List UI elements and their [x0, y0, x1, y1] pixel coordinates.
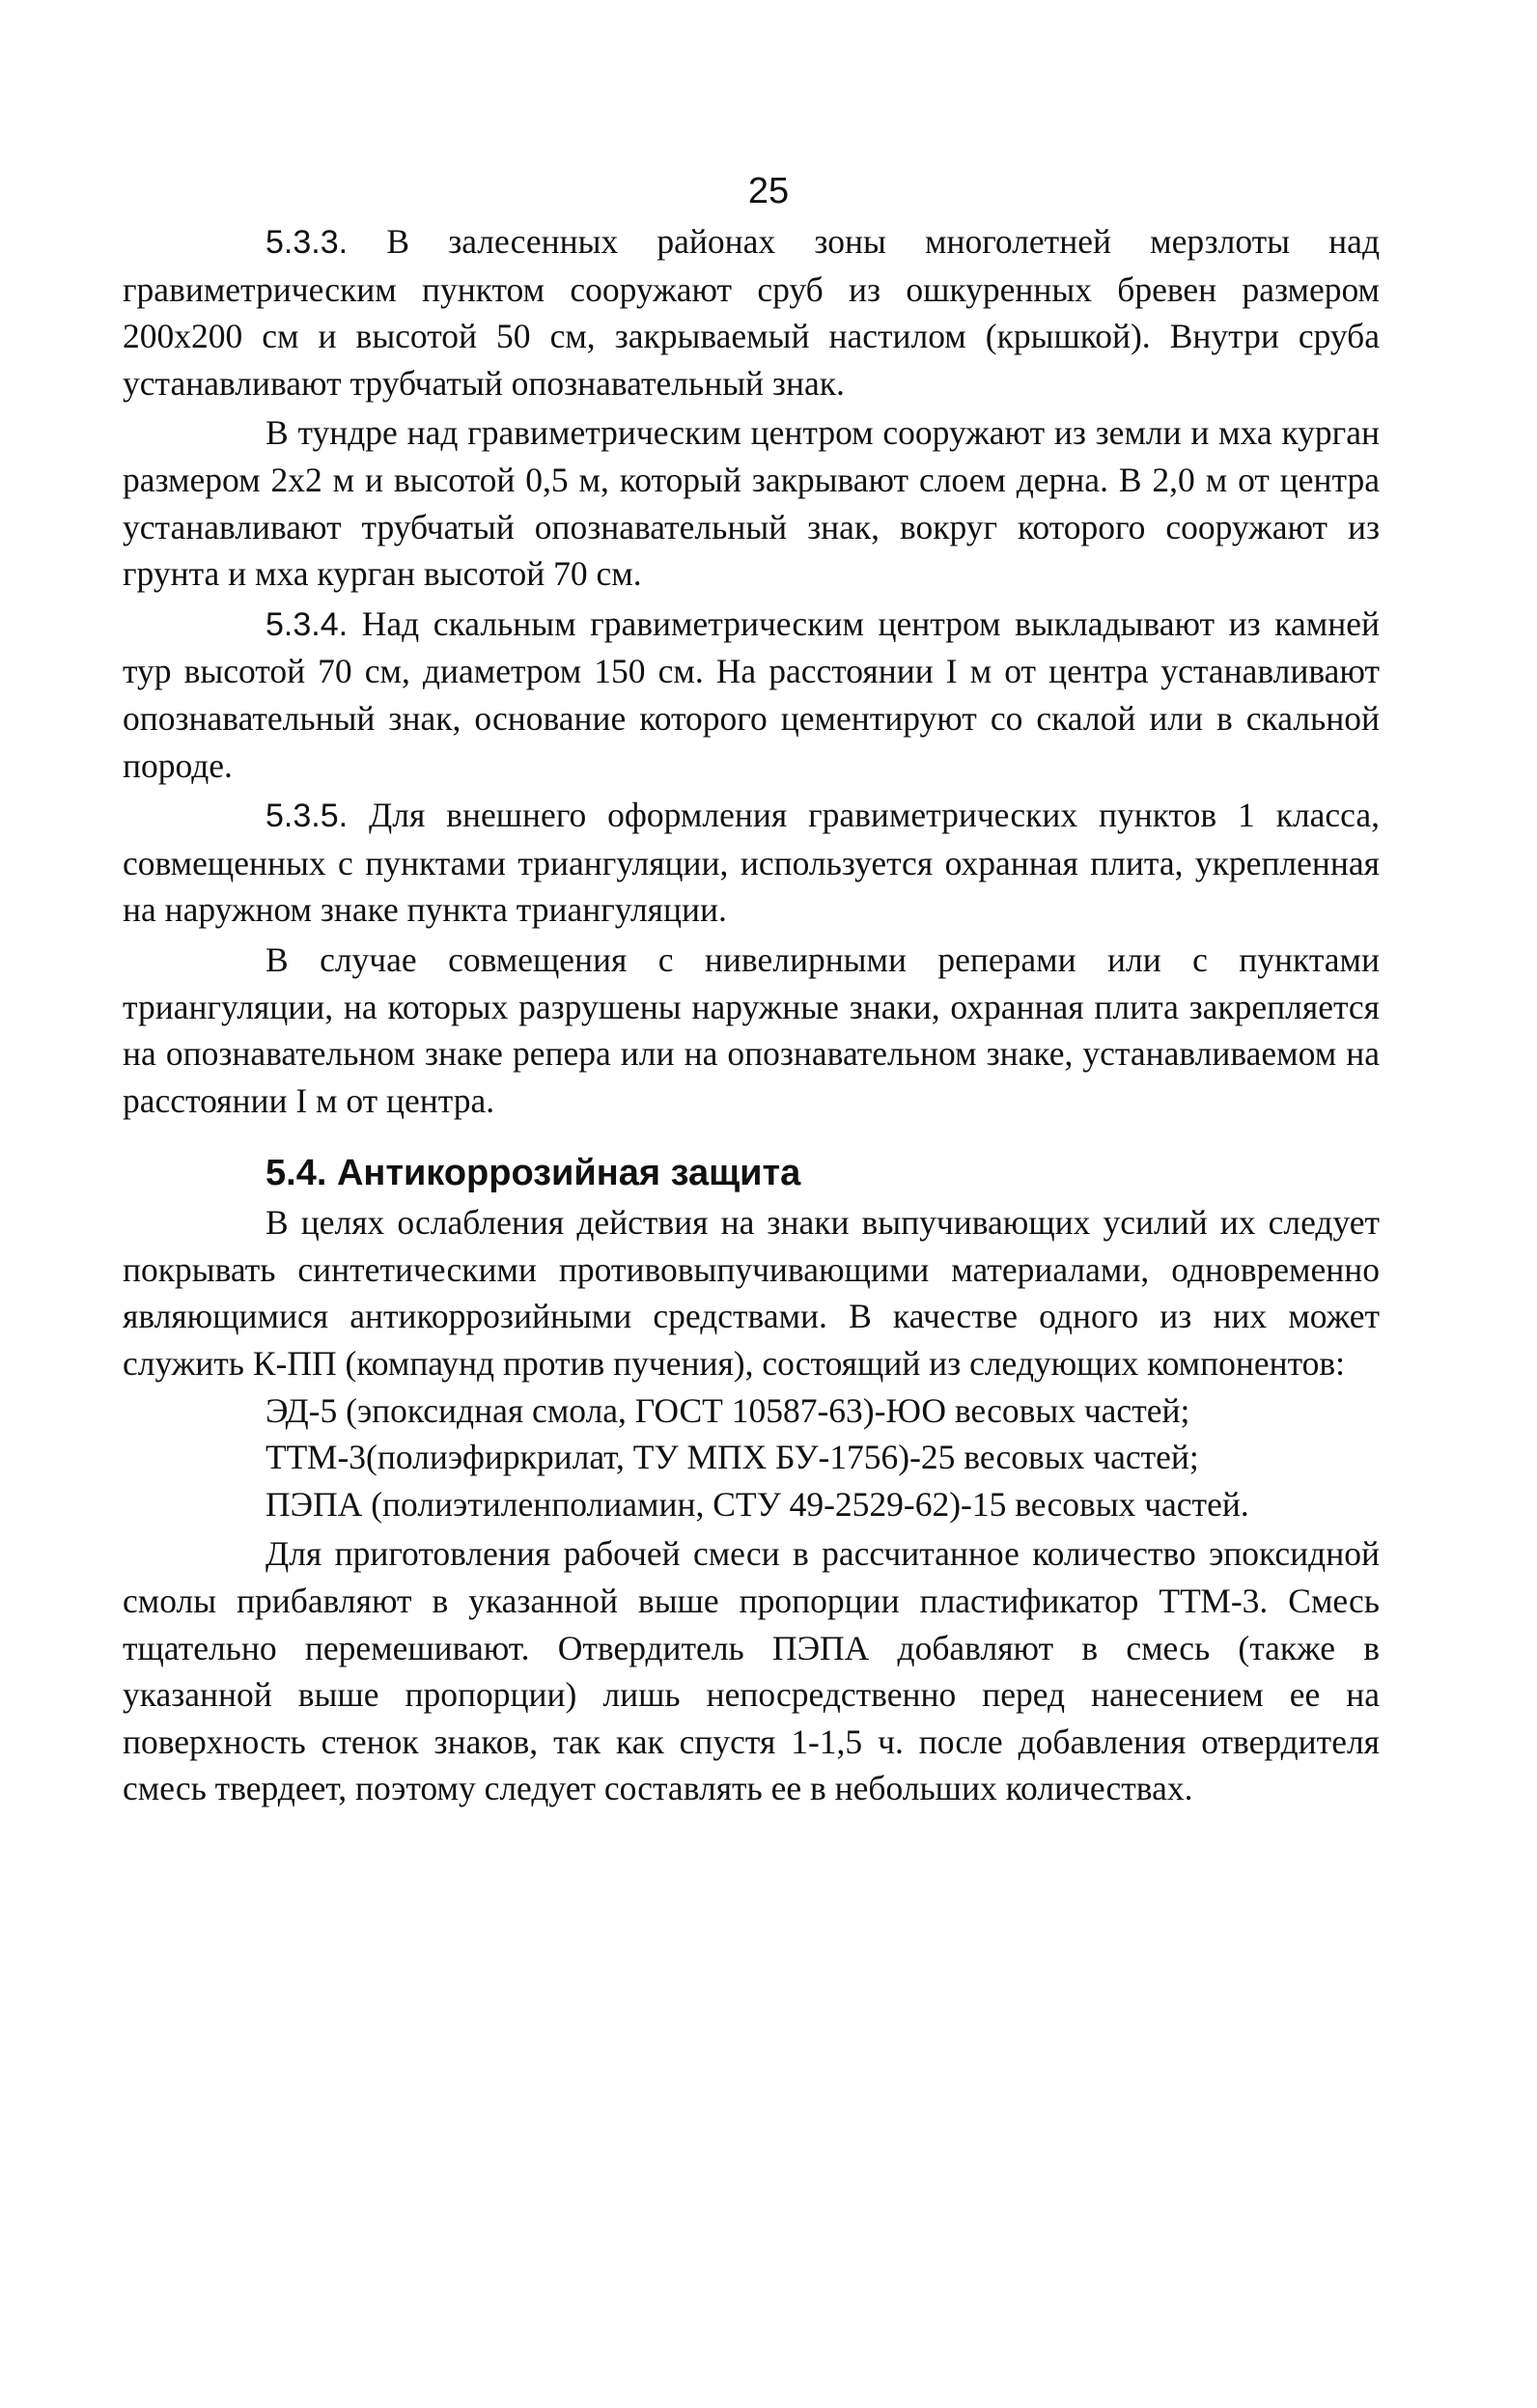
- paragraph-5-3-5: [123, 792, 1380, 934]
- paragraph-mixture-preparation: [123, 1530, 1380, 1812]
- paragraph-5-3-3-text: В залесенных районах зоны многолетней мерзлоты над гравиметрическим пунктом сооружают сруб из ошкуренных бревен размером 200х200 см и высотой 50 см, закрываемый настилом (крышкой). Внутри сруба устанавливают трубчатый опознавательный знак.: [123, 222, 1380, 403]
- component-item-ttm3: ТТМ-3(полиэфиркрилат, ТУ МПХ БУ-1756)-25 весовых частей;: [265, 1438, 1199, 1477]
- paragraph-5-3-4-text: Над скальным гравиметрическим центром выкладывают из камней тур высотой 70 см, диаметром 150 см. На расстоянии I м от центра устанавливают опознавательный знак, основание которого цементируют со скалой или в скальной породе.: [123, 603, 1380, 785]
- paragraph-anticorrosion-intro: [123, 1199, 1380, 1386]
- page-number: 25: [747, 171, 790, 211]
- component-list: [123, 1387, 1380, 1528]
- component-item-ed5: ЭД-5 (эпоксидная смола, ГОСТ 10587-63)-ЮО весовых частей;: [265, 1390, 1190, 1430]
- paragraph-anticorrosion-intro-text: В целях ослабления действия на знаки выпучивающих усилий их следует покрывать синтетическими противовыпучивающими материалами, одновременно являющимися антикоррозийными средствами. В качестве одного из них может служить К-ПП (компаунд против пучения), состоящий из следующих компонентов:: [123, 1203, 1380, 1384]
- paragraph-5-3-4: [123, 601, 1380, 789]
- paragraph-tundra: [123, 409, 1380, 597]
- section-heading-5-4: 5.4. Антикоррозийная защита: [265, 1153, 801, 1194]
- body-text: [123, 218, 1380, 1812]
- paragraph-tundra-text: В тундре над гравиметрическим центром сооружают из земли и мха курган размером 2х2 м и высотой 0,5 м, который закрывают слоем дерна. В 2,0 м от центра устанавливают трубчатый опознавательный знак, вокруг которого сооружают из грунта и мха курган высотой 70 см.: [123, 413, 1380, 594]
- paragraph-5-3-3: [123, 218, 1380, 406]
- paragraph-mixture-preparation-text: Для приготовления рабочей смеси в рассчитанное количество эпоксидной смолы прибавляют в указанной выше пропорции пластификатор ТТМ-3. Смесь тщательно перемешивают. Отвердитель ПЭПА добавляют в смесь (также в указанной выше пропорции) лишь непосредственно перед нанесением ее на поверхность стенок знаков, так как спустя 1-1,5 ч. после добавления отвердителя смесь твердеет, поэтому следует составлять ее в небольших количествах.: [123, 1534, 1380, 1808]
- clause-number-5-3-3: 5.3.3.: [265, 224, 349, 261]
- paragraph-leveling-marks: [123, 937, 1380, 1124]
- paragraph-5-3-5-text: Для внешнего оформления гравиметрических пунктов 1 класса, совмещенных с пунктами триангуляции, используется охранная плита, укрепленная на наружном знаке пункта триангуляции.: [123, 796, 1381, 930]
- clause-number-5-3-4: 5.3.4.: [265, 605, 349, 643]
- clause-number-5-3-5: 5.3.5.: [265, 798, 349, 835]
- component-item-pepa: ПЭПА (полиэтиленполиамин, СТУ 49-2529-62)-15 весовых частей.: [265, 1484, 1249, 1524]
- paragraph-leveling-marks-text: В случае совмещения с нивелирными реперами или с пунктами триангуляции, на которых разрушены наружные знаки, охранная плита закрепляется на опознавательном знаке репера или на опознавательном знаке, устанавливаемом на расстоянии I м от центра.: [123, 939, 1380, 1120]
